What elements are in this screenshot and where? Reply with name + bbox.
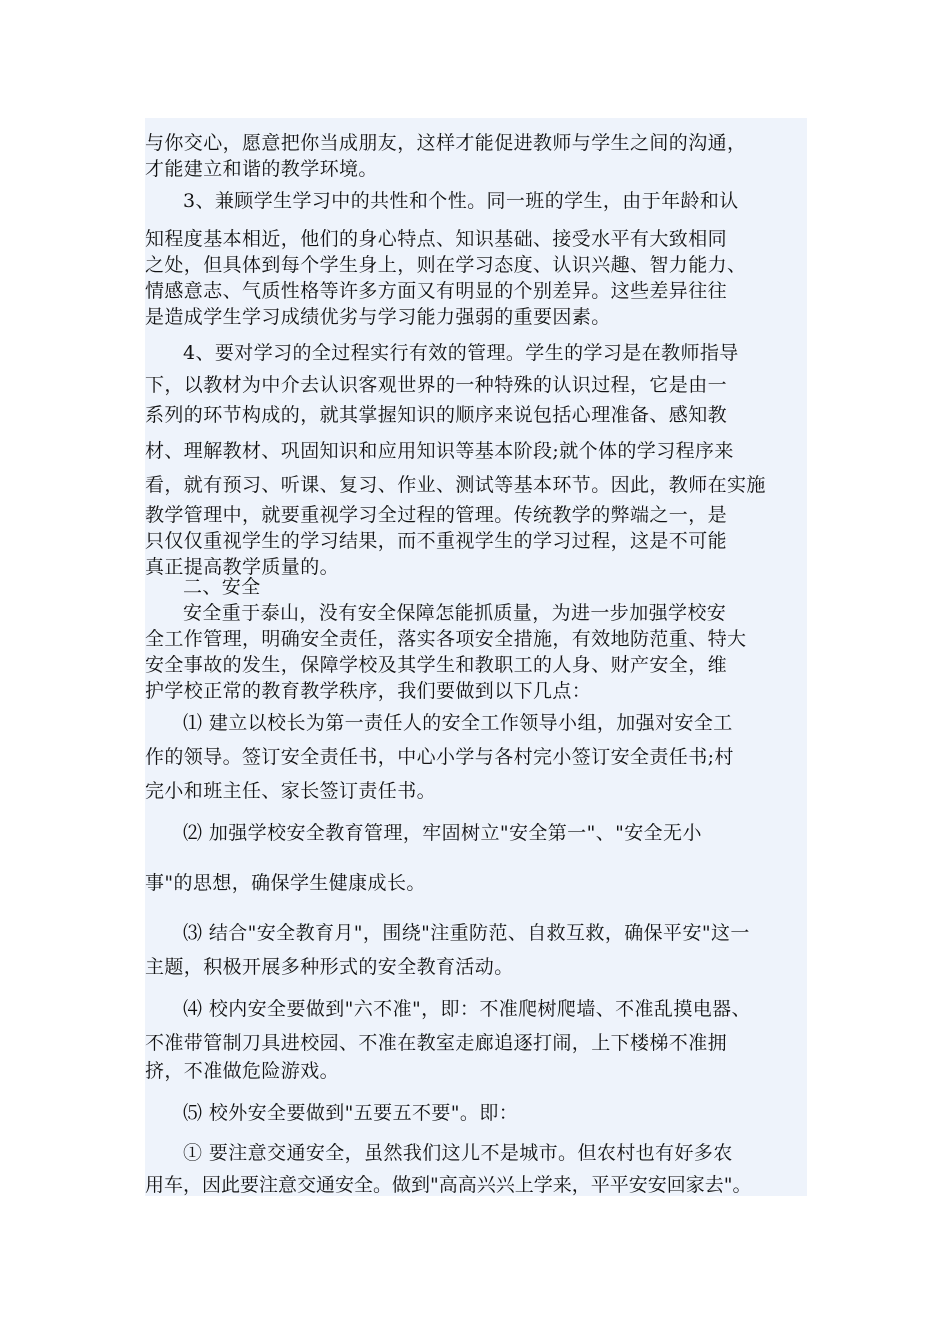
text-line: 安全事故的发生，保障学校及其学生和教职工的人身、财产安全，维 [145, 654, 728, 676]
text-line: 材、理解教材、巩固知识和应用知识等基本阶段;就个体的学习程序来 [145, 440, 734, 462]
text-line: 是造成学生学习成绩优劣与学习能力强弱的重要因素。 [145, 306, 611, 328]
text-line: 用车，因此要注意交通安全。做到"高高兴兴上学来，平平安安回家去"。 [145, 1174, 752, 1196]
list-item-1: ⑴ 建立以校长为第一责任人的安全工作领导小组，加强对安全工 [183, 712, 733, 734]
text-line: 与你交心，愿意把你当成朋友，这样才能促进教师与学生之间的沟通， [145, 132, 747, 154]
text-line: 作的领导。签订安全责任书，中心小学与各村完小签订安全责任书;村 [145, 746, 734, 768]
list-item-5: ⑸ 校外安全要做到"五要五不要"。即： [183, 1102, 519, 1124]
text-line: 情感意志、气质性格等许多方面又有明显的个别差异。这些差异往往 [145, 280, 728, 302]
safety-intro-start: 安全重于泰山，没有安全保障怎能抓质量，为进一步加强学校安 [183, 602, 727, 624]
text-line: 挤，不准做危险游戏。 [145, 1060, 340, 1082]
list-item-4: ⑷ 校内安全要做到"六不准"，即：不准爬树爬墙、不准乱摸电器、 [183, 998, 751, 1020]
text-line: 不准带管制刀具进校园、不准在教室走廊追逐打闹，上下楼梯不准拥 [145, 1032, 728, 1054]
text-line: 主题，积极开展多种形式的安全教育活动。 [145, 956, 514, 978]
paragraph-4-start: 4、要对学习的全过程实行有效的管理。学生的学习是在教师指导 [183, 342, 739, 364]
text-line: 知程度基本相近，他们的身心特点、知识基础、接受水平有大致相同 [145, 228, 728, 250]
list-item-5-sub-1: ① 要注意交通安全，虽然我们这儿不是城市。但农村也有好多农 [183, 1142, 733, 1164]
text-line: 真正提高教学质量的。 [145, 556, 340, 578]
text-line: 教学管理中，就要重视学习全过程的管理。传统教学的弊端之一，是 [145, 504, 728, 526]
list-item-3: ⑶ 结合"安全教育月"，围绕"注重防范、自救互救，确保平安"这一 [183, 922, 750, 944]
list-item-2: ⑵ 加强学校安全教育管理，牢固树立"安全第一"、"安全无小 [183, 822, 702, 844]
document-body [145, 118, 807, 1196]
paragraph-3-start: 3、兼顾学生学习中的共性和个性。同一班的学生，由于年龄和认 [183, 190, 739, 212]
text-line: 下，以教材为中介去认识客观世界的一种特殊的认识过程，它是由一 [145, 374, 728, 396]
text-line: 之处，但具体到每个学生身上，则在学习态度、认识兴趣、智力能力、 [145, 254, 747, 276]
text-line: 事"的思想，确保学生健康成长。 [145, 872, 426, 894]
text-line: 护学校正常的教育教学秩序，我们要做到以下几点： [145, 680, 592, 702]
text-line: 才能建立和谐的教学环境。 [145, 158, 378, 180]
section-heading-safety: 二、安全 [183, 576, 261, 598]
text-line: 全工作管理，明确安全责任，落实各项安全措施，有效地防范重、特大 [145, 628, 747, 650]
text-line: 系列的环节构成的，就其掌握知识的顺序来说包括心理准备、感知教 [145, 404, 728, 426]
text-line: 看，就有预习、听课、复习、作业、测试等基本环节。因此，教师在实施 [145, 474, 766, 496]
text-line: 完小和班主任、家长签订责任书。 [145, 780, 437, 802]
text-line: 只仅仅重视学生的学习结果，而不重视学生的学习过程，这是不可能 [145, 530, 728, 552]
